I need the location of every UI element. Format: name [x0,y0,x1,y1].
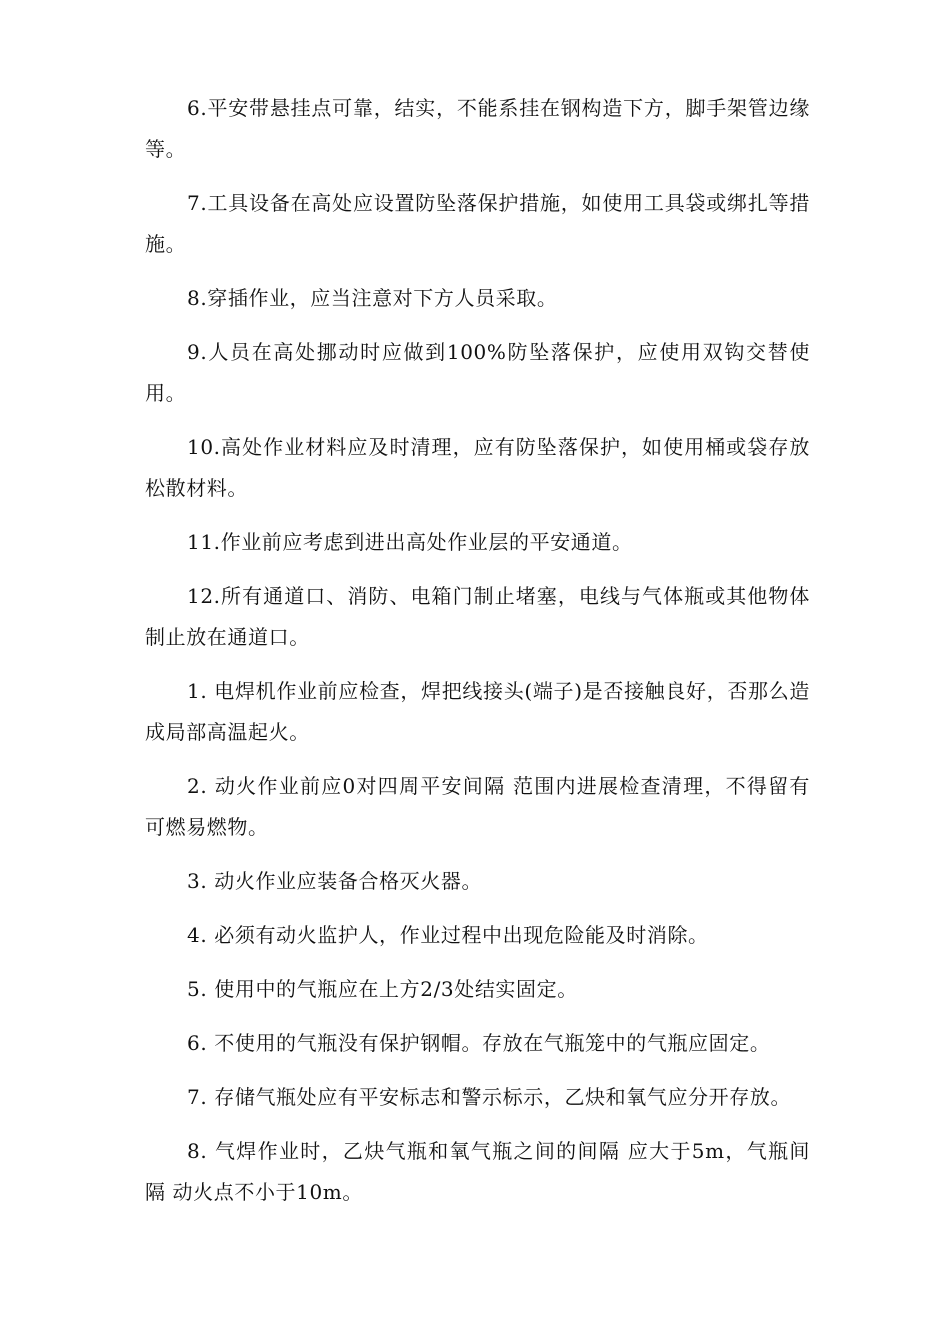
paragraph: 6.平安带悬挂点可靠，结实，不能系挂在钢构造下方，脚手架管边缘等。 [145,96,810,161]
paragraph: 1. 电焊机作业前应检查，焊把线接头(端子)是否接触良好，否那么造成局部高温起火。 [145,679,810,744]
paragraph: 11.作业前应考虑到进出高处作业层的平安通道。 [187,530,633,554]
paragraph: 8. 气焊作业时，乙炔气瓶和氧气瓶之间的间隔 应大于5m，气瓶间隔 动火点不小于10m。 [145,1139,810,1204]
paragraph: 9.人员在高处挪动时应做到100%防坠落保护，应使用双钩交替使用。 [145,340,810,405]
paragraph: 3. 动火作业应装备合格灭火器。 [187,869,483,893]
paragraph: 7. 存储气瓶处应有平安标志和警示标示，乙炔和氧气应分开存放。 [187,1085,792,1109]
paragraph: 4. 必须有动火监护人，作业过程中出现危险能及时消除。 [187,923,709,947]
paragraph: 6. 不使用的气瓶没有保护钢帽。存放在气瓶笼中的气瓶应固定。 [187,1031,771,1055]
paragraph: 7.工具设备在高处应设置防坠落保护措施，如使用工具袋或绑扎等措施。 [145,191,810,256]
paragraph: 2. 动火作业前应0对四周平安间隔 范围内进展检查清理，不得留有可燃易燃物。 [145,774,810,839]
paragraph: 10.高处作业材料应及时清理，应有防坠落保护，如使用桶或袋存放松散材料。 [145,435,810,500]
paragraph: 12.所有通道口、消防、电箱门制止堵塞，电线与气体瓶或其他物体制止放在通道口。 [145,584,810,649]
document-body [145,88,810,1226]
paragraph: 5. 使用中的气瓶应在上方2/3处结实固定。 [187,977,578,1001]
paragraph: 8.穿插作业，应当注意对下方人员采取。 [187,286,558,310]
